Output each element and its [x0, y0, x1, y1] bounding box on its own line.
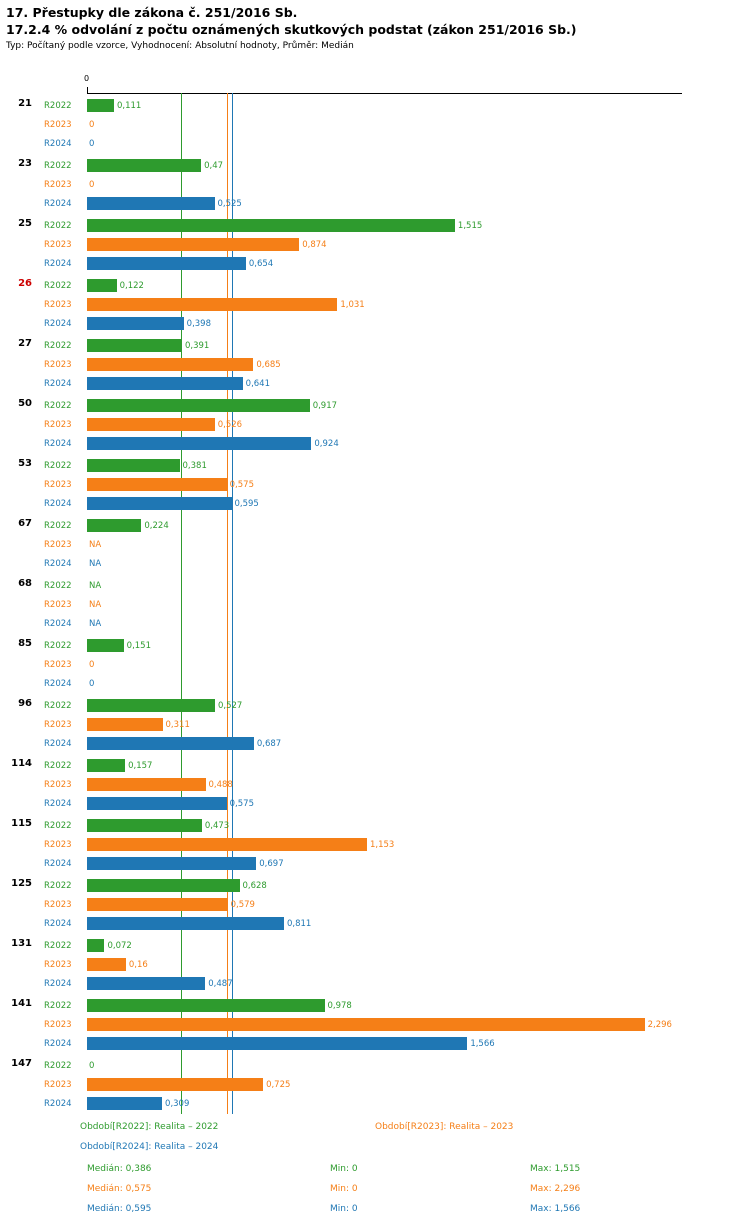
series-label-r2023-115: R2023 [44, 840, 72, 850]
series-label-r2023-125: R2023 [44, 900, 72, 910]
legend-item-2: Období[R2023]: Realita – 2023 [375, 1122, 514, 1132]
bar-value-r2023-68: NA [89, 600, 102, 610]
bar-value-r2024-25: 0,654 [248, 259, 274, 269]
bar-value-r2022-114: 0,157 [128, 761, 153, 771]
bar-value-r2022-96: 0,527 [217, 701, 243, 711]
x-axis-tick-0 [87, 87, 88, 93]
bar-r2024-26[interactable] [87, 317, 184, 330]
bar-r2023-25[interactable] [87, 238, 299, 251]
bar-r2023-50[interactable] [87, 418, 215, 431]
series-label-r2024-115: R2024 [44, 859, 72, 869]
legend-item-3: Období[R2024]: Realita – 2024 [80, 1142, 219, 1152]
bar-value-r2022-68: NA [89, 581, 102, 591]
bar-r2022-25[interactable] [87, 219, 455, 232]
series-label-r2024-85: R2024 [44, 679, 72, 689]
series-label-r2022-25: R2022 [44, 221, 72, 231]
page-title-line2: 17.2.4 % odvolání z počtu oznámených skutkových podstat (zákon 251/2016 Sb.) [6, 22, 577, 37]
stat-max-2: Max: 2,296 [530, 1184, 581, 1194]
category-label-68: 68 [18, 578, 32, 589]
page-title-line1: 17. Přestupky dle zákona č. 251/2016 Sb. [6, 5, 298, 20]
series-label-r2024-50: R2024 [44, 439, 72, 449]
series-label-r2024-25: R2024 [44, 259, 72, 269]
series-label-r2024-68: R2024 [44, 619, 72, 629]
series-label-r2023-131: R2023 [44, 960, 72, 970]
series-label-r2024-114: R2024 [44, 799, 72, 809]
bar-value-r2022-147: 0 [89, 1061, 95, 1071]
bar-r2023-96[interactable] [87, 718, 163, 731]
series-label-r2022-96: R2022 [44, 701, 72, 711]
bar-value-r2022-25: 1,515 [457, 221, 483, 231]
category-label-67: 67 [18, 518, 32, 529]
stat-median-1: Medián: 0,386 [87, 1164, 152, 1174]
bar-r2023-147[interactable] [87, 1078, 263, 1091]
series-label-r2024-147: R2024 [44, 1099, 72, 1109]
bar-r2022-96[interactable] [87, 699, 215, 712]
series-label-r2024-27: R2024 [44, 379, 72, 389]
category-label-131: 131 [11, 938, 32, 949]
bar-value-r2022-27: 0,391 [184, 341, 210, 351]
bar-value-r2023-114: 0,488 [208, 780, 233, 790]
bar-value-r2023-50: 0,526 [217, 420, 243, 430]
category-label-27: 27 [18, 338, 32, 349]
series-label-r2023-67: R2023 [44, 540, 72, 550]
bar-value-r2024-53: 0,595 [234, 499, 259, 509]
bar-value-r2024-115: 0,697 [259, 859, 284, 869]
bar-r2024-131[interactable] [87, 977, 205, 990]
series-label-r2022-131: R2022 [44, 941, 72, 951]
bar-value-r2024-50: 0,924 [314, 439, 339, 449]
series-label-r2023-21: R2023 [44, 120, 72, 130]
bar-r2022-67[interactable] [87, 519, 141, 532]
series-label-r2023-96: R2023 [44, 720, 72, 730]
bar-value-r2024-147: 0,309 [165, 1099, 190, 1109]
series-label-r2024-125: R2024 [44, 919, 72, 929]
bar-value-r2022-23: 0,47 [204, 161, 224, 171]
bar-value-r2022-131: 0,072 [107, 941, 132, 951]
series-label-r2022-26: R2022 [44, 281, 72, 291]
bar-r2023-27[interactable] [87, 358, 253, 371]
series-label-r2024-67: R2024 [44, 559, 72, 569]
bar-r2022-27[interactable] [87, 339, 182, 352]
bar-r2023-114[interactable] [87, 778, 206, 791]
stat-max-3: Max: 1,566 [530, 1204, 581, 1214]
bar-value-r2023-96: 0,311 [165, 720, 190, 730]
bar-value-r2024-27: 0,641 [245, 379, 270, 389]
bar-value-r2024-23: 0,525 [217, 199, 242, 209]
bar-value-r2022-21: 0,111 [116, 101, 142, 111]
bar-r2023-125[interactable] [87, 898, 228, 911]
bar-value-r2024-67: NA [89, 559, 102, 569]
category-label-85: 85 [18, 638, 32, 649]
series-label-r2023-114: R2023 [44, 780, 72, 790]
category-label-114: 114 [11, 758, 32, 769]
bar-r2023-115[interactable] [87, 838, 367, 851]
category-label-21: 21 [18, 98, 32, 109]
stat-median-3: Medián: 0,595 [87, 1204, 152, 1214]
series-label-r2023-27: R2023 [44, 360, 72, 370]
series-label-r2022-85: R2022 [44, 641, 72, 651]
x-axis-tick-label-0: 0 [84, 74, 90, 83]
bar-value-r2024-26: 0,398 [186, 319, 211, 329]
series-label-r2024-53: R2024 [44, 499, 72, 509]
stat-min-2: Min: 0 [330, 1184, 358, 1194]
series-label-r2022-141: R2022 [44, 1001, 72, 1011]
bar-r2024-115[interactable] [87, 857, 256, 870]
bar-chart [0, 74, 750, 1114]
bar-r2022-131[interactable] [87, 939, 104, 952]
bar-r2022-125[interactable] [87, 879, 240, 892]
bar-value-r2024-96: 0,687 [256, 739, 282, 749]
bar-r2024-141[interactable] [87, 1037, 467, 1050]
category-label-125: 125 [11, 878, 32, 889]
series-label-r2023-50: R2023 [44, 420, 72, 430]
bar-value-r2024-21: 0 [89, 139, 95, 149]
series-label-r2023-68: R2023 [44, 600, 72, 610]
category-label-96: 96 [18, 698, 32, 709]
bar-value-r2022-67: 0,224 [144, 521, 169, 531]
header-block [0, 0, 750, 53]
bar-value-r2023-25: 0,874 [302, 240, 327, 250]
bar-r2023-26[interactable] [87, 298, 337, 311]
bar-value-r2024-85: 0 [89, 679, 95, 689]
bar-r2022-23[interactable] [87, 159, 201, 172]
stat-min-3: Min: 0 [330, 1204, 358, 1214]
series-label-r2022-125: R2022 [44, 881, 72, 891]
bar-r2024-114[interactable] [87, 797, 227, 810]
series-label-r2022-147: R2022 [44, 1061, 72, 1071]
bar-r2022-114[interactable] [87, 759, 125, 772]
bar-value-r2022-141: 0,978 [327, 1001, 352, 1011]
series-label-r2024-26: R2024 [44, 319, 72, 329]
bar-value-r2023-27: 0,685 [256, 360, 281, 370]
series-label-r2022-50: R2022 [44, 401, 72, 411]
bar-r2023-131[interactable] [87, 958, 126, 971]
stat-max-1: Max: 1,515 [530, 1164, 581, 1174]
category-label-26: 26 [18, 278, 32, 289]
bar-value-r2023-53: 0,575 [229, 480, 254, 490]
series-label-r2022-114: R2022 [44, 761, 72, 771]
series-label-r2022-68: R2022 [44, 581, 72, 591]
bar-value-r2024-125: 0,811 [286, 919, 312, 929]
bar-value-r2023-125: 0,579 [230, 900, 255, 910]
legend-item-1: Období[R2022]: Realita – 2022 [80, 1122, 219, 1132]
bar-r2024-147[interactable] [87, 1097, 162, 1110]
bar-r2024-125[interactable] [87, 917, 284, 930]
category-label-115: 115 [11, 818, 32, 829]
series-label-r2022-23: R2022 [44, 161, 72, 171]
series-label-r2024-131: R2024 [44, 979, 72, 989]
series-label-r2023-26: R2023 [44, 300, 72, 310]
category-label-25: 25 [18, 218, 32, 229]
stat-median-2: Medián: 0,575 [87, 1184, 152, 1194]
category-label-147: 147 [11, 1058, 32, 1069]
bar-value-r2024-68: NA [89, 619, 102, 629]
series-label-r2023-23: R2023 [44, 180, 72, 190]
bar-r2024-50[interactable] [87, 437, 311, 450]
bar-value-r2022-115: 0,473 [204, 821, 230, 831]
bar-value-r2023-85: 0 [89, 660, 95, 670]
bar-r2024-23[interactable] [87, 197, 215, 210]
series-label-r2023-25: R2023 [44, 240, 72, 250]
series-label-r2024-21: R2024 [44, 139, 72, 149]
series-label-r2022-27: R2022 [44, 341, 72, 351]
bar-value-r2023-67: NA [89, 540, 102, 550]
stat-min-1: Min: 0 [330, 1164, 358, 1174]
series-label-r2024-141: R2024 [44, 1039, 72, 1049]
bar-value-r2022-26: 0,122 [119, 281, 144, 291]
series-label-r2022-115: R2022 [44, 821, 72, 831]
bar-r2022-53[interactable] [87, 459, 180, 472]
bar-value-r2023-26: 1,031 [340, 300, 365, 310]
bar-value-r2023-147: 0,725 [266, 1080, 291, 1090]
bar-r2024-96[interactable] [87, 737, 254, 750]
bar-r2024-25[interactable] [87, 257, 246, 270]
category-label-23: 23 [18, 158, 32, 169]
page-subtitle: Typ: Počítaný podle vzorce, Vyhodnocení: Absolutní hodnoty, Průměr: Medián [6, 41, 354, 51]
bar-value-r2023-131: 0,16 [128, 960, 148, 970]
category-label-50: 50 [18, 398, 32, 409]
series-label-r2024-23: R2024 [44, 199, 72, 209]
bar-r2022-141[interactable] [87, 999, 325, 1012]
series-label-r2023-147: R2023 [44, 1080, 72, 1090]
series-label-r2022-53: R2022 [44, 461, 72, 471]
bar-value-r2022-50: 0,917 [312, 401, 338, 411]
series-label-r2023-141: R2023 [44, 1020, 72, 1030]
bar-r2023-53[interactable] [87, 478, 227, 491]
series-label-r2023-53: R2023 [44, 480, 72, 490]
series-label-r2022-67: R2022 [44, 521, 72, 531]
bar-r2022-115[interactable] [87, 819, 202, 832]
bar-r2023-141[interactable] [87, 1018, 645, 1031]
series-label-r2024-96: R2024 [44, 739, 72, 749]
bar-value-r2022-125: 0,628 [242, 881, 267, 891]
category-label-141: 141 [11, 998, 32, 1009]
bar-value-r2022-85: 0,151 [126, 641, 151, 651]
bar-value-r2024-131: 0,487 [208, 979, 233, 989]
category-label-53: 53 [18, 458, 32, 469]
bar-r2022-50[interactable] [87, 399, 310, 412]
bar-r2022-85[interactable] [87, 639, 124, 652]
bar-value-r2022-53: 0,381 [182, 461, 207, 471]
bar-r2024-53[interactable] [87, 497, 232, 510]
bar-r2022-21[interactable] [87, 99, 114, 112]
bar-r2024-27[interactable] [87, 377, 243, 390]
series-label-r2022-21: R2022 [44, 101, 72, 111]
bar-r2022-26[interactable] [87, 279, 117, 292]
bar-value-r2023-141: 2,296 [647, 1020, 672, 1030]
bar-value-r2023-23: 0 [89, 180, 95, 190]
bar-value-r2024-114: 0,575 [229, 799, 254, 809]
bar-value-r2023-21: 0 [89, 120, 95, 130]
bar-value-r2023-115: 1,153 [370, 840, 395, 850]
series-label-r2023-85: R2023 [44, 660, 72, 670]
x-axis-line [87, 93, 682, 94]
bar-value-r2024-141: 1,566 [470, 1039, 495, 1049]
